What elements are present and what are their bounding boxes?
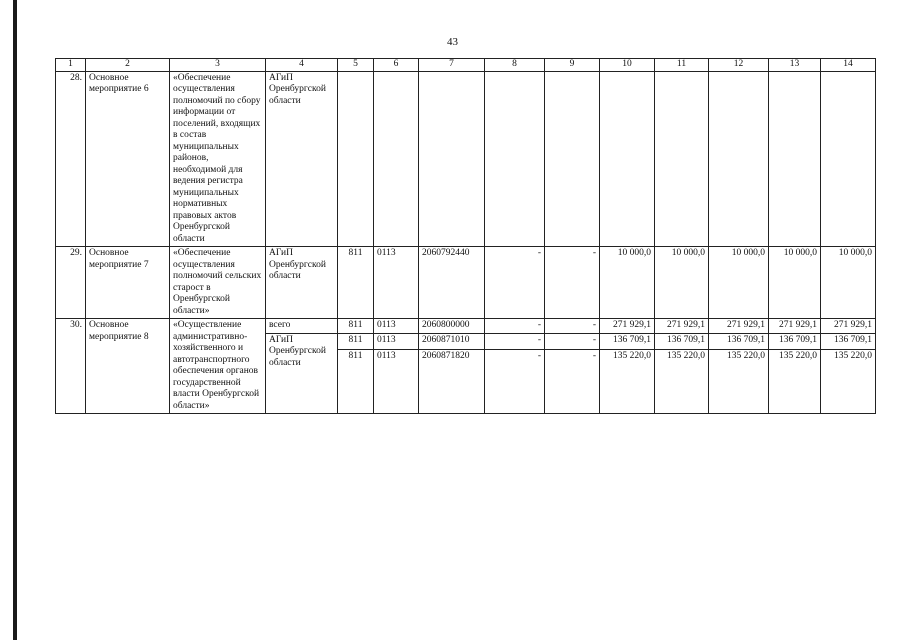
binding-line [13, 0, 17, 640]
cell-amount: 135 220,0 [769, 350, 821, 414]
cell-amount: 271 929,1 [600, 319, 655, 334]
program-table [55, 58, 876, 414]
col-header: 13 [769, 59, 821, 72]
activity-name: Основное мероприятие 7 [86, 247, 170, 319]
cell-c8: - [485, 247, 545, 319]
cell-amount: 271 929,1 [655, 319, 709, 334]
cell-amount: 136 709,1 [821, 333, 876, 350]
activity-name: Основное мероприятие 8 [86, 319, 170, 414]
page-number: 43 [447, 36, 458, 48]
cell-grbs: 811 [338, 350, 374, 414]
cell-section: 0113 [374, 333, 419, 350]
cell-amount: 271 929,1 [709, 319, 769, 334]
cell-c9: - [545, 319, 600, 334]
cell-target-code: 2060800000 [419, 319, 485, 334]
col-header: 14 [821, 59, 876, 72]
empty-cell [374, 71, 419, 247]
empty-cell [419, 71, 485, 247]
cell-amount: 10 000,0 [769, 247, 821, 319]
cell-amount: 271 929,1 [821, 319, 876, 334]
empty-cell [545, 71, 600, 247]
empty-cell [600, 71, 655, 247]
cell-amount: 271 929,1 [769, 319, 821, 334]
activity-description: «Осуществление административно-хозяйственного и автотранспортного обеспечения органов государственной власти Оренбургской области» [170, 319, 266, 414]
cell-amount: 135 220,0 [821, 350, 876, 414]
col-header: 11 [655, 59, 709, 72]
row-number: 29. [56, 247, 86, 319]
empty-cell [769, 71, 821, 247]
col-header: 5 [338, 59, 374, 72]
cell-grbs: 811 [338, 319, 374, 334]
cell-grbs: 811 [338, 333, 374, 350]
cell-c9: - [545, 333, 600, 350]
cell-amount: 10 000,0 [821, 247, 876, 319]
activity-description: «Обеспечение осуществления полномочий по сбору информации от поселений, входящих в состав муниципальных районов, необходимой для ведения регистра муниципальных нормативных правовых актов Оренбургской области [170, 71, 266, 247]
col-header: 12 [709, 59, 769, 72]
col-header: 2 [86, 59, 170, 72]
cell-amount: 136 709,1 [600, 333, 655, 350]
executor: АГиП Оренбургской области [266, 333, 338, 414]
col-header: 4 [266, 59, 338, 72]
row-number: 28. [56, 71, 86, 247]
cell-c8: - [485, 319, 545, 334]
activity-description: «Обеспечение осуществления полномочий сельских старост в Оренбургской области» [170, 247, 266, 319]
cell-section: 0113 [374, 350, 419, 414]
col-header: 1 [56, 59, 86, 72]
cell-grbs: 811 [338, 247, 374, 319]
col-header: 7 [419, 59, 485, 72]
cell-section: 0113 [374, 247, 419, 319]
row-number: 30. [56, 319, 86, 414]
cell-c9: - [545, 247, 600, 319]
cell-amount: 135 220,0 [655, 350, 709, 414]
cell-amount: 135 220,0 [709, 350, 769, 414]
empty-cell [655, 71, 709, 247]
empty-cell [338, 71, 374, 247]
cell-target-code: 2060792440 [419, 247, 485, 319]
col-header: 10 [600, 59, 655, 72]
col-header: 6 [374, 59, 419, 72]
table-row [56, 71, 876, 247]
col-header: 9 [545, 59, 600, 72]
cell-target-code: 2060871010 [419, 333, 485, 350]
empty-cell [821, 71, 876, 247]
executor: АГиП Оренбургской области [266, 71, 338, 247]
cell-amount: 136 709,1 [769, 333, 821, 350]
cell-c8: - [485, 333, 545, 350]
activity-name: Основное мероприятие 6 [86, 71, 170, 247]
executor: АГиП Оренбургской области [266, 247, 338, 319]
empty-cell [709, 71, 769, 247]
cell-amount: 136 709,1 [709, 333, 769, 350]
cell-target-code: 2060871820 [419, 350, 485, 414]
table-row [56, 247, 876, 319]
cell-amount: 10 000,0 [709, 247, 769, 319]
table-row [56, 319, 876, 334]
header-row [56, 59, 876, 72]
cell-amount: 10 000,0 [600, 247, 655, 319]
cell-amount: 136 709,1 [655, 333, 709, 350]
col-header: 3 [170, 59, 266, 72]
col-header: 8 [485, 59, 545, 72]
executor: всего [266, 319, 338, 334]
cell-amount: 135 220,0 [600, 350, 655, 414]
cell-section: 0113 [374, 319, 419, 334]
empty-cell [485, 71, 545, 247]
cell-c9: - [545, 350, 600, 414]
cell-amount: 10 000,0 [655, 247, 709, 319]
cell-c8: - [485, 350, 545, 414]
